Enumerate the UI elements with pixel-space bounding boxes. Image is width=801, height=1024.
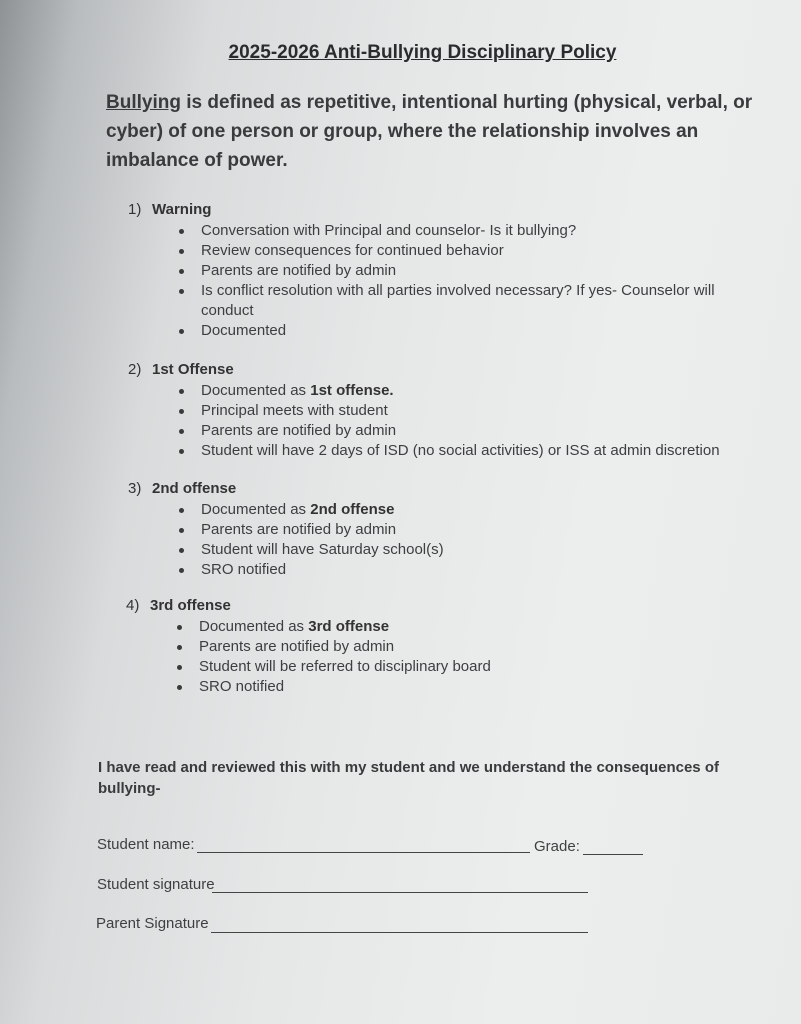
parent-signature-label: Parent Signature bbox=[96, 915, 209, 932]
parent-signature-field[interactable] bbox=[211, 932, 588, 933]
list-item: Documented as 2nd offense bbox=[201, 500, 748, 520]
section-title: 3rd offense bbox=[150, 597, 231, 614]
grade-field[interactable] bbox=[583, 854, 643, 855]
section-title: 2nd offense bbox=[152, 480, 237, 497]
bullet-list bbox=[128, 381, 748, 461]
student-name-field[interactable] bbox=[197, 852, 530, 853]
list-item: Parents are notified by admin bbox=[201, 421, 748, 441]
bullying-definition bbox=[106, 88, 756, 175]
section-number: 3) bbox=[128, 480, 142, 497]
bullet-list bbox=[128, 221, 748, 341]
bullet-list bbox=[128, 500, 748, 580]
section-title: Warning bbox=[152, 201, 212, 218]
grade-label: Grade: bbox=[534, 838, 580, 855]
list-item: Principal meets with student bbox=[201, 401, 748, 421]
list-item: Is conflict resolution with all parties involved necessary? If yes- Counselor will conduct bbox=[201, 281, 748, 321]
list-item: Documented as 1st offense. bbox=[201, 381, 748, 401]
section-2nd-offense bbox=[128, 480, 748, 580]
student-signature-field[interactable] bbox=[212, 892, 588, 893]
list-item: Student will have 2 days of ISD (no social activities) or ISS at admin discretion bbox=[201, 441, 748, 461]
list-item: Review consequences for continued behavior bbox=[201, 241, 748, 261]
section-3rd-offense bbox=[126, 597, 746, 697]
list-item: Parents are notified by admin bbox=[199, 637, 746, 657]
page-title: 2025-2026 Anti-Bullying Disciplinary Policy bbox=[228, 42, 617, 63]
bullet-list bbox=[126, 617, 746, 697]
acknowledgement-statement: I have read and reviewed this with my student and we understand the consequences of bullying- bbox=[98, 759, 719, 797]
list-item: Parents are notified by admin bbox=[201, 520, 748, 540]
section-warning bbox=[128, 201, 748, 341]
list-item: SRO notified bbox=[199, 677, 746, 697]
list-item: Student will be referred to disciplinary board bbox=[199, 657, 746, 677]
section-number: 2) bbox=[128, 361, 142, 378]
list-item: Student will have Saturday school(s) bbox=[201, 540, 748, 560]
section-heading bbox=[126, 597, 746, 617]
student-name-label: Student name: bbox=[97, 836, 195, 853]
section-1st-offense bbox=[128, 361, 748, 461]
student-signature-label: Student signature bbox=[97, 876, 215, 893]
section-title: 1st Offense bbox=[152, 361, 234, 378]
definition-text: is defined as repetitive, intentional hurting (physical, verbal, or cyber) of one person or group, where the relationship involves an imbalance of power. bbox=[106, 92, 753, 171]
section-number: 1) bbox=[128, 201, 142, 218]
list-item: Documented as 3rd offense bbox=[199, 617, 746, 637]
section-heading bbox=[128, 361, 748, 381]
list-item: Parents are notified by admin bbox=[201, 261, 748, 281]
list-item: SRO notified bbox=[201, 560, 748, 580]
section-number: 4) bbox=[126, 597, 140, 614]
section-heading bbox=[128, 480, 748, 500]
section-heading bbox=[128, 201, 748, 221]
list-item: Documented bbox=[201, 321, 748, 341]
list-item: Conversation with Principal and counselor- Is it bullying? bbox=[201, 221, 748, 241]
definition-term: Bullying bbox=[106, 92, 181, 113]
